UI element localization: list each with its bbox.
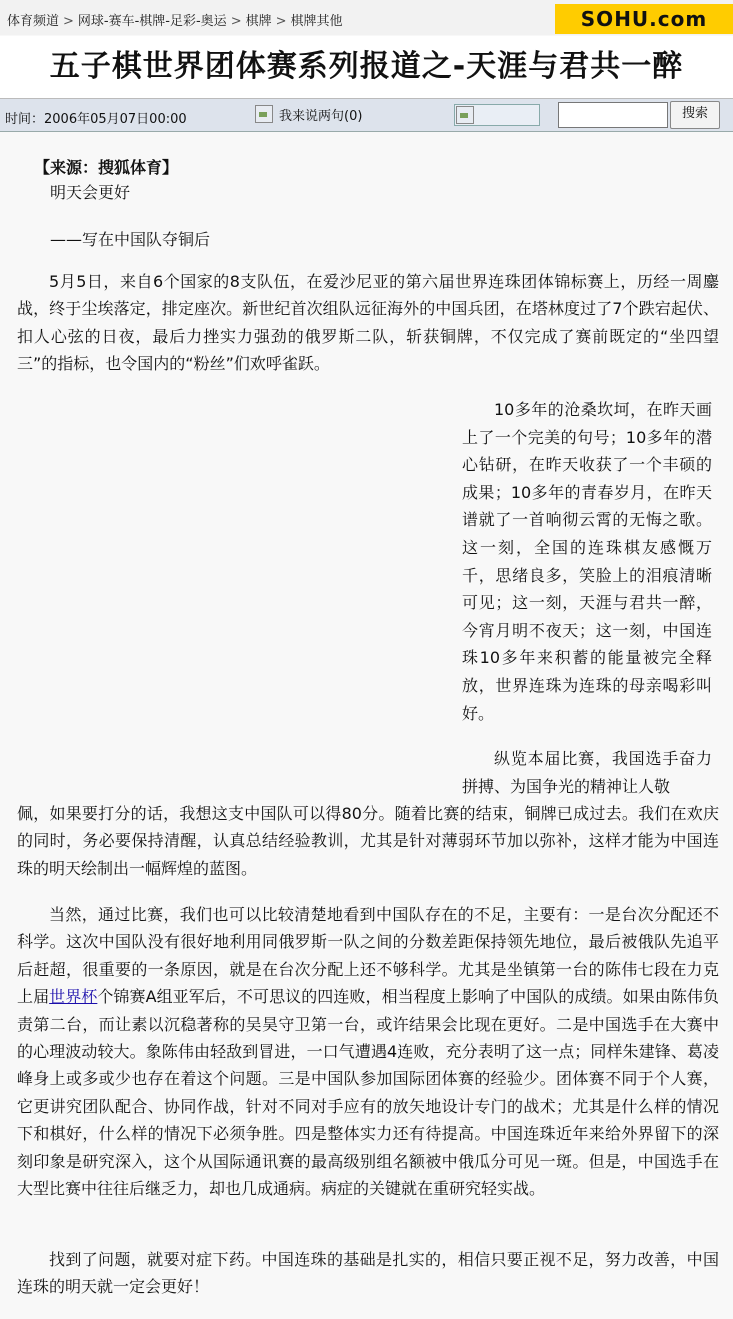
sohu-logo[interactable] [555,4,733,34]
comment-link[interactable] [255,103,362,125]
breadcrumb-item-tennis-racing-chess[interactable]: 网球-赛车-棋牌-足彩-奥运 [77,14,227,29]
paragraph-4 [17,901,719,1202]
breadcrumb-item-chess-cards[interactable]: 棋牌 [245,14,272,29]
comment-label: 我来说两句(0) [279,108,363,124]
breadcrumb [7,10,343,29]
paragraph-3-rest: 佩，如果要打分的话，我想这支中国队可以得80分。随着比赛的结束，铜牌已成过去。我们在欢庆的同时，务必要保持清醒，认真总结经验教训，尤其是针对薄弱环节加以弥补，这样才能为中国连珠的明天绘制出一幅辉煌的蓝图。 [17,804,719,878]
breadcrumb-separator: > [230,14,242,29]
world-cup-link[interactable]: 世界杯 [49,987,98,1007]
article-subtitle: 明天会更好 [50,183,131,202]
article-byline: ——写在中国队夺铜后 [50,230,211,249]
search-button[interactable]: 搜索 [670,101,720,129]
broken-image-icon [456,106,474,124]
comment-icon [255,105,273,123]
breadcrumb-item-chess-other[interactable]: 棋牌其他 [290,14,343,29]
breadcrumb-separator: > [63,14,74,29]
article-source: 【来源：搜狐体育】 [34,158,179,177]
paragraph-2: 10多年的沧桑坎坷，在昨天画上了一个完美的句号；10多年的潜心钻研，在昨天收获了一个丰硕的成果；10多年的青春岁月，在昨天谱就了一首响彻云霄的无悔之歌。这一刻，全国的连珠棋友感慨万千，思绪良多，笑脸上的泪痕清晰可见；这一刻，天涯与君共一醉，今宵月明不夜天；这一刻，中国连珠10多年来积蓄的能量被完全释放，世界连珠为连珠的母亲喝彩叫好。 [462,400,712,723]
logo-text: SOHU.com [580,7,708,31]
search-input[interactable] [558,102,668,128]
breadcrumb-item-sports[interactable]: 体育频道 [7,14,60,29]
banner-image-placeholder[interactable] [454,104,540,126]
paragraph-4-text-a: 当然，通过比赛，我们也可以比较清楚地看到中国队存在的不足，主要有：一是台次分配还不科学。这次中国队没有很好地利用同俄罗斯一队之间的分数差距保持领先地位，最后被俄队先追平后赶超，很重要的一条原因，就是在台次分配上还不够科学。尤其是坐镇第一台的陈伟七段在力克上届 [17,905,719,1007]
paragraph-1: 5月5日，来自6个国家的8支队伍，在爱沙尼亚的第六届世界连珠团体锦标赛上，历经一周鏖战，终于尘埃落定，排定座次。新世纪首次组队远征海外的中国兵团，在塔林度过了7个跌宕起伏、扣人心弦的日夜，最后力挫实力强劲的俄罗斯二队，斩获铜牌，不仅完成了赛前既定的“坐四望三”的指标，也令国内的“粉丝”们欢呼雀跃。 [17,272,719,374]
paragraph-3-start: 纵览本届比赛，我国选手奋力拼搏、为国争光的精神让人敬 [462,749,712,796]
paragraph-5: 找到了问题，就要对症下药。中国连珠的基础是扎实的，相信只要正视不足，努力改善，中国连珠的明天就一定会更好！ [17,1250,719,1297]
page-title: 五子棋世界团体赛系列报道之-天涯与君共一醉 [0,36,733,99]
publish-time: 时间：2006年05月07日00:00 [5,112,187,127]
paragraph-4-text-b: 个锦赛A组亚军后，不可思议的四连败，相当程度上影响了中国队的成绩。如果由陈伟负责第二台，而让素以沉稳著称的吴昊守卫第一台，或许结果会比现在更好。二是中国选手在大赛中的心理波动较大。象陈伟由轻敌到冒进，一口气遭遇4连败，充分表明了这一点；同样朱建锋、葛凌峰身上或多或少也存在着这个问题。三是中国队参加国际团体赛的经验少。团体赛不同于个人赛，它更讲究团队配合、协同作战，针对不同对手应有的放矢地设计专门的战术；尤其是什么样的情况下和棋好，什么样的情况下必须争胜。四是整体实力还有待提高。中国连珠近年来给外界留下的深刻印象是研究深入，这个从国际通讯赛的最高级别组名额被中俄瓜分可见一斑。但是，中国选手在大型比赛中往往后继乏力，却也几成通病。病症的关键就在重研究轻实战。 [17,987,719,1199]
top-bar [0,0,733,35]
breadcrumb-separator: > [275,14,287,29]
